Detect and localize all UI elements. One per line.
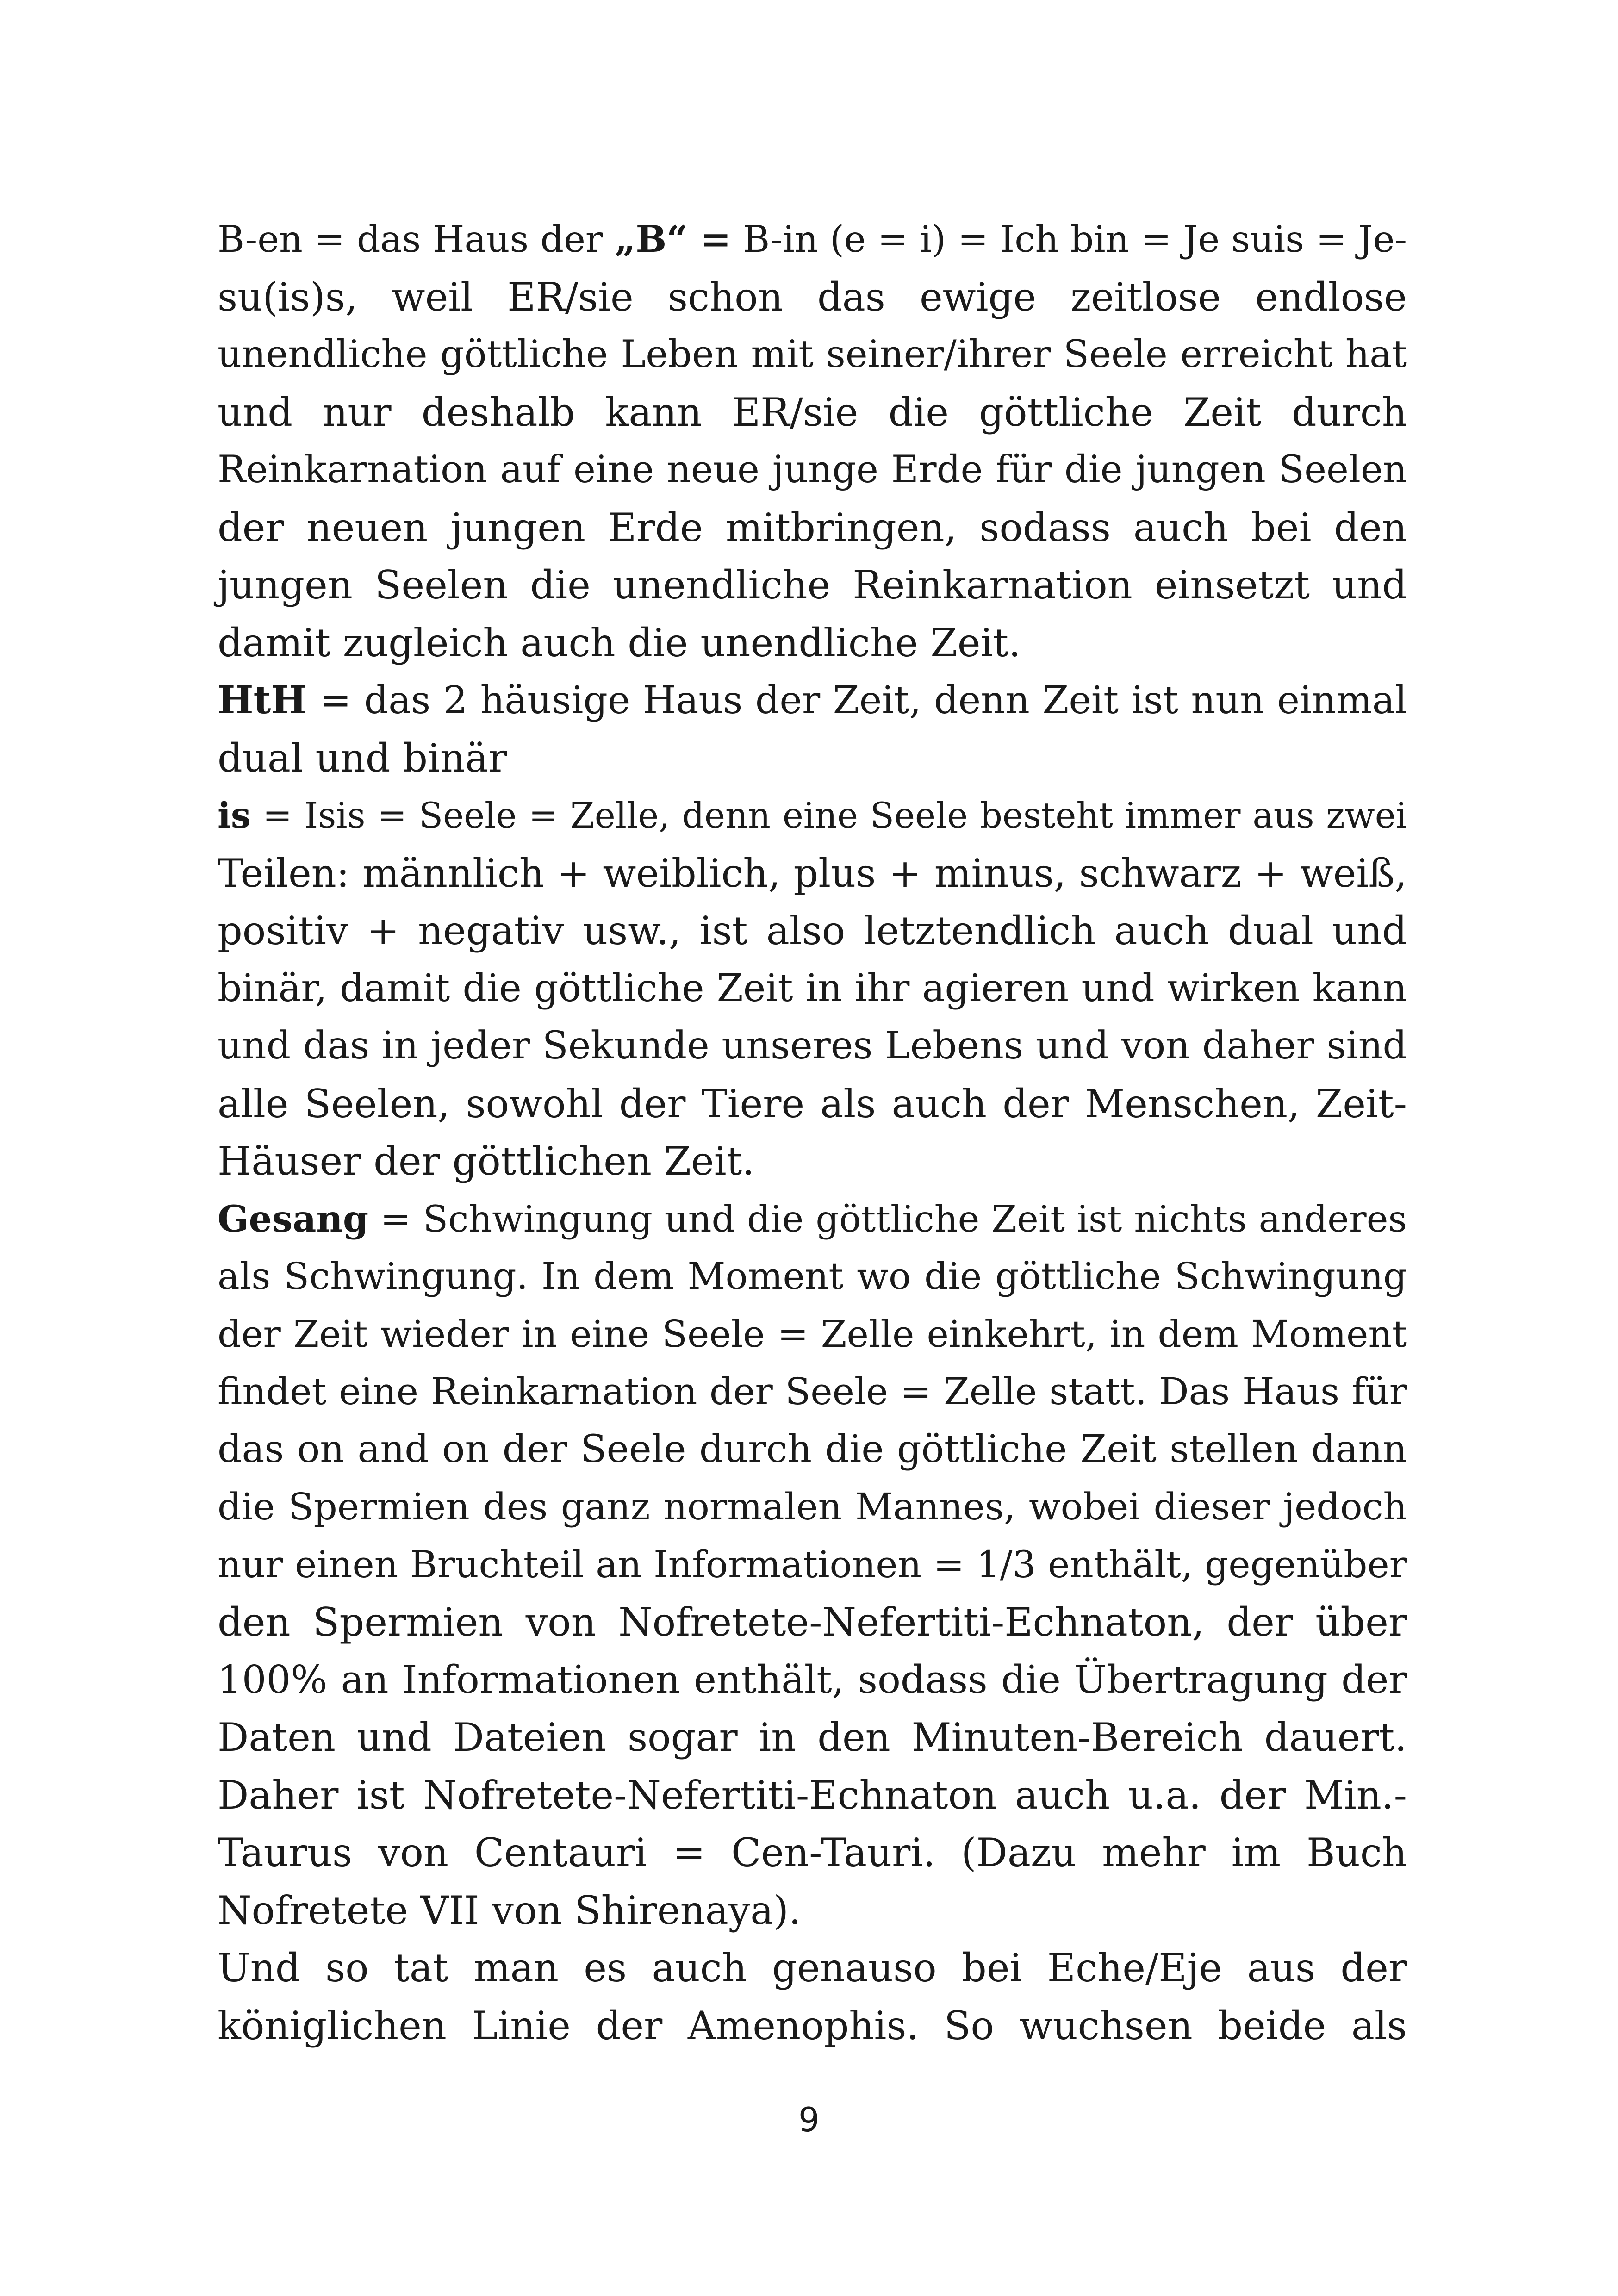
bold-term: is	[218, 795, 251, 836]
line-text: Daher ist Nofretete-Nefertiti-Echnaton auch u.a. der Min.-	[218, 1772, 1407, 1818]
text-line	[218, 1190, 1407, 1248]
line-text: der neuen jungen Erde mitbringen, sodass auch bei den	[218, 504, 1407, 550]
line-text: = das 2 häusige Haus der Zeit, denn Zeit ist nun einmal	[306, 678, 1407, 722]
text-line	[218, 787, 1407, 845]
text-line	[218, 441, 1407, 499]
line-text: Daten und Dateien sogar in den Minuten-Bereich dauert.	[218, 1715, 1407, 1760]
line-text: su(is)s, weil ER/sie schon das ewige zeitlose endlose	[218, 274, 1407, 320]
text-line	[218, 1363, 1407, 1421]
text-line	[218, 845, 1407, 902]
line-text: Häuser der göttlichen Zeit.	[218, 1139, 755, 1184]
text-line	[218, 1939, 1407, 1997]
line-text: die Spermien des ganz normalen Mannes, wobei dieser jedoch	[218, 1485, 1407, 1528]
line-text: nur einen Bruchteil an Informationen = 1/3 enthält, gegenüber	[218, 1543, 1407, 1586]
text-line	[218, 902, 1407, 960]
text-line	[218, 1882, 1407, 1940]
text-line	[218, 1536, 1407, 1594]
line-text: 100% an Informationen enthält, sodass die Übertragung der	[218, 1657, 1407, 1702]
bold-term: Gesang	[218, 1197, 369, 1240]
text-line	[218, 1767, 1407, 1824]
text-line	[218, 960, 1407, 1018]
line-text: jungen Seelen die unendliche Reinkarnation einsetzt und	[218, 562, 1407, 608]
text-line	[218, 268, 1407, 326]
text-line	[218, 556, 1407, 614]
line-text: Teilen: männlich + weiblich, plus + minus, schwarz + weiß,	[218, 850, 1407, 896]
bold-term: HtH	[218, 678, 307, 722]
line-text: = Isis = Seele = Zelle, denn eine Seele besteht immer aus zwei	[250, 795, 1407, 836]
text-line	[218, 499, 1407, 557]
text-line	[218, 1421, 1407, 1479]
text-line	[218, 326, 1407, 384]
line-text: Taurus von Centauri = Cen-Tauri. (Dazu mehr im Buch	[218, 1830, 1407, 1875]
line-text: = Schwingung und die göttliche Zeit ist nichts anderes	[368, 1197, 1407, 1240]
text-line	[218, 614, 1407, 672]
text-line	[218, 1997, 1407, 2055]
text-line	[218, 1248, 1407, 1306]
line-text: und nur deshalb kann ER/sie die göttliche Zeit durch	[218, 389, 1407, 435]
line-text: das on and on der Seele durch die göttliche Zeit stellen dann	[218, 1427, 1407, 1471]
bold-term: „B“ =	[615, 218, 731, 261]
text-line	[218, 384, 1407, 442]
text-line	[218, 1478, 1407, 1536]
text-line	[218, 1306, 1407, 1363]
text-line	[218, 729, 1407, 787]
line-text: den Spermien von Nofretete-Nefertiti-Echnaton, der über	[218, 1599, 1407, 1645]
line-text: damit zugleich auch die unendliche Zeit.	[218, 620, 1021, 666]
line-text: findet eine Reinkarnation der Seele = Zelle statt. Das Haus für	[218, 1370, 1407, 1413]
line-text: binär, damit die göttliche Zeit in ihr agieren und wirken kann	[218, 966, 1407, 1010]
line-text: als Schwingung. In dem Moment wo die göttliche Schwingung	[218, 1255, 1407, 1298]
line-text: positiv + negativ usw., ist also letztendlich auch dual und	[218, 908, 1407, 953]
text-line	[218, 672, 1407, 729]
line-text: B-en = das Haus der	[218, 218, 615, 261]
line-text: alle Seelen, sowohl der Tiere als auch der Menschen, Zeit-	[218, 1081, 1407, 1126]
line-text: dual und binär	[218, 735, 507, 781]
line-text: unendliche göttliche Leben mit seiner/ihrer Seele erreicht hat	[218, 333, 1407, 376]
line-text: königlichen Linie der Amenophis. So wuchsen beide als	[218, 2003, 1407, 2048]
text-line	[218, 1075, 1407, 1133]
text-line	[218, 1593, 1407, 1651]
text-line	[218, 1017, 1407, 1075]
line-text: und das in jeder Sekunde unseres Lebens und von daher sind	[218, 1024, 1407, 1068]
text-line	[218, 1709, 1407, 1767]
line-text: der Zeit wieder in eine Seele = Zelle einkehrt, in dem Moment	[218, 1312, 1407, 1356]
line-text: Nofretete VII von Shirenaya).	[218, 1887, 801, 1933]
line-text: B-in (e = i) = Ich bin = Je suis = Je-	[731, 218, 1407, 261]
text-line	[218, 211, 1407, 268]
line-text: Reinkarnation auf eine neue junge Erde für die jungen Seelen	[218, 448, 1407, 492]
text-line	[218, 1132, 1407, 1190]
text-line	[218, 1651, 1407, 1709]
body-text	[218, 211, 1407, 2054]
page-number: 9	[798, 2100, 820, 2139]
line-text: Und so tat man es auch genauso bei Eche/Eje aus der	[218, 1945, 1407, 1991]
text-line	[218, 1824, 1407, 1882]
